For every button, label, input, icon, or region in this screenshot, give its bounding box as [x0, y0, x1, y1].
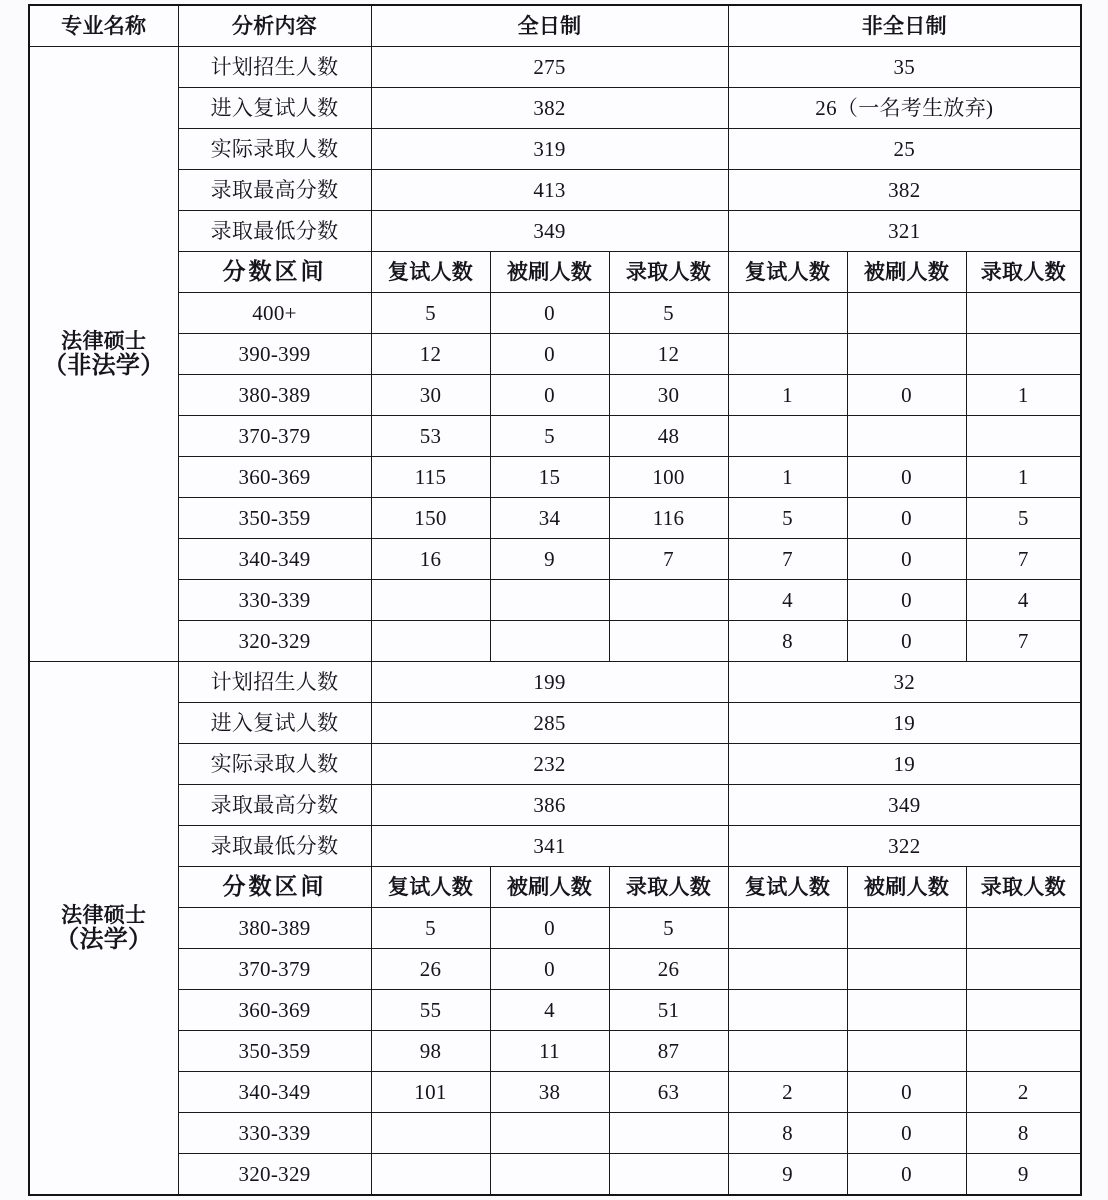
pt-rejected-count: 0 [847, 1072, 966, 1113]
score-range-row [29, 539, 1081, 580]
pt-interview-count [728, 949, 847, 990]
subheader-ft-admitted: 录取人数 [609, 867, 728, 908]
ft-admitted-count [609, 1154, 728, 1196]
ft-interview-count: 150 [371, 498, 490, 539]
summary-row [29, 88, 1081, 129]
ft-rejected-count: 0 [490, 375, 609, 416]
summary-row [29, 47, 1081, 88]
score-range-row [29, 990, 1081, 1031]
major-name-line-1: 法律硕士 [61, 328, 147, 354]
pt-admitted-count [966, 990, 1081, 1031]
pt-rejected-count [847, 908, 966, 949]
ft-rejected-count: 38 [490, 1072, 609, 1113]
summary-value-part-time: 25 [728, 129, 1081, 170]
pt-interview-count [728, 416, 847, 457]
score-range-row [29, 457, 1081, 498]
subheader-row [29, 252, 1081, 293]
subheader-ft-rejected: 被刷人数 [490, 867, 609, 908]
ft-rejected-count [490, 580, 609, 621]
summary-value-part-time: 349 [728, 785, 1081, 826]
metric-label: 计划招生人数 [178, 662, 371, 703]
ft-rejected-count [490, 1113, 609, 1154]
summary-row [29, 129, 1081, 170]
pt-interview-count: 9 [728, 1154, 847, 1196]
major-name-line-2: （非法学） [43, 350, 165, 380]
ft-interview-count [371, 621, 490, 662]
summary-row [29, 785, 1081, 826]
ft-interview-count [371, 580, 490, 621]
metric-label: 实际录取人数 [178, 129, 371, 170]
pt-admitted-count: 9 [966, 1154, 1081, 1196]
summary-value-part-time: 32 [728, 662, 1081, 703]
score-range-label: 320-329 [178, 621, 371, 662]
ft-admitted-count: 26 [609, 949, 728, 990]
ft-admitted-count [609, 1113, 728, 1154]
score-range-row [29, 1072, 1081, 1113]
summary-value-full-time: 413 [371, 170, 728, 211]
score-range-row [29, 1113, 1081, 1154]
ft-rejected-count: 0 [490, 908, 609, 949]
metric-label: 录取最高分数 [178, 785, 371, 826]
score-range-label: 330-339 [178, 580, 371, 621]
column-header-part-time: 非全日制 [728, 5, 1081, 47]
summary-value-full-time: 341 [371, 826, 728, 867]
summary-value-part-time: 35 [728, 47, 1081, 88]
summary-row [29, 662, 1081, 703]
ft-rejected-count: 0 [490, 334, 609, 375]
ft-admitted-count [609, 621, 728, 662]
ft-interview-count: 53 [371, 416, 490, 457]
ft-admitted-count [609, 580, 728, 621]
pt-interview-count [728, 293, 847, 334]
score-range-row [29, 375, 1081, 416]
ft-interview-count: 115 [371, 457, 490, 498]
score-range-label: 380-389 [178, 375, 371, 416]
metric-label: 录取最高分数 [178, 170, 371, 211]
pt-admitted-count: 1 [966, 457, 1081, 498]
summary-value-part-time: 19 [728, 703, 1081, 744]
pt-rejected-count [847, 293, 966, 334]
subheader-pt-interview: 复试人数 [728, 252, 847, 293]
ft-admitted-count: 7 [609, 539, 728, 580]
ft-interview-count: 5 [371, 293, 490, 334]
metric-label: 录取最低分数 [178, 826, 371, 867]
pt-interview-count [728, 1031, 847, 1072]
pt-admitted-count [966, 416, 1081, 457]
summary-value-part-time: 19 [728, 744, 1081, 785]
summary-value-full-time: 319 [371, 129, 728, 170]
summary-value-full-time: 349 [371, 211, 728, 252]
score-range-row [29, 416, 1081, 457]
score-range-row [29, 1031, 1081, 1072]
ft-admitted-count: 116 [609, 498, 728, 539]
pt-rejected-count [847, 416, 966, 457]
score-range-row [29, 949, 1081, 990]
pt-admitted-count [966, 293, 1081, 334]
metric-label: 录取最低分数 [178, 211, 371, 252]
subheader-score-range: 分数区间 [178, 252, 371, 293]
subheader-score-range: 分数区间 [178, 867, 371, 908]
summary-row [29, 826, 1081, 867]
ft-rejected-count: 15 [490, 457, 609, 498]
metric-label: 进入复试人数 [178, 88, 371, 129]
major-name-cell [29, 662, 178, 1196]
summary-value-part-time: 322 [728, 826, 1081, 867]
score-range-label: 340-349 [178, 1072, 371, 1113]
pt-interview-count: 5 [728, 498, 847, 539]
pt-admitted-count: 7 [966, 621, 1081, 662]
ft-interview-count: 98 [371, 1031, 490, 1072]
pt-rejected-count: 0 [847, 621, 966, 662]
ft-interview-count: 16 [371, 539, 490, 580]
score-range-label: 340-349 [178, 539, 371, 580]
pt-rejected-count: 0 [847, 1154, 966, 1196]
pt-interview-count: 2 [728, 1072, 847, 1113]
pt-rejected-count [847, 990, 966, 1031]
pt-rejected-count: 0 [847, 539, 966, 580]
summary-value-part-time: 321 [728, 211, 1081, 252]
pt-admitted-count: 5 [966, 498, 1081, 539]
subheader-ft-admitted: 录取人数 [609, 252, 728, 293]
subheader-pt-interview: 复试人数 [728, 867, 847, 908]
pt-interview-count [728, 334, 847, 375]
pt-admitted-count [966, 1031, 1081, 1072]
ft-interview-count [371, 1154, 490, 1196]
score-range-label: 370-379 [178, 416, 371, 457]
ft-rejected-count: 4 [490, 990, 609, 1031]
subheader-pt-rejected: 被刷人数 [847, 252, 966, 293]
ft-interview-count [371, 1113, 490, 1154]
pt-admitted-count [966, 334, 1081, 375]
pt-interview-count [728, 990, 847, 1031]
score-range-label: 320-329 [178, 1154, 371, 1196]
ft-interview-count: 101 [371, 1072, 490, 1113]
pt-rejected-count: 0 [847, 457, 966, 498]
pt-rejected-count: 0 [847, 375, 966, 416]
score-range-row [29, 580, 1081, 621]
ft-rejected-count: 5 [490, 416, 609, 457]
pt-interview-count [728, 908, 847, 949]
major-name-cell [29, 47, 178, 662]
score-range-row [29, 621, 1081, 662]
ft-rejected-count [490, 621, 609, 662]
pt-rejected-count: 0 [847, 1113, 966, 1154]
ft-admitted-count: 100 [609, 457, 728, 498]
score-range-label: 380-389 [178, 908, 371, 949]
metric-label: 计划招生人数 [178, 47, 371, 88]
pt-interview-count: 8 [728, 621, 847, 662]
score-range-row [29, 293, 1081, 334]
summary-value-part-time: 382 [728, 170, 1081, 211]
table-header-row [29, 5, 1081, 47]
subheader-ft-interview: 复试人数 [371, 867, 490, 908]
ft-admitted-count: 63 [609, 1072, 728, 1113]
ft-rejected-count: 0 [490, 949, 609, 990]
ft-admitted-count: 87 [609, 1031, 728, 1072]
pt-interview-count: 7 [728, 539, 847, 580]
pt-admitted-count: 8 [966, 1113, 1081, 1154]
ft-rejected-count: 11 [490, 1031, 609, 1072]
ft-rejected-count [490, 1154, 609, 1196]
summary-value-full-time: 275 [371, 47, 728, 88]
metric-label: 实际录取人数 [178, 744, 371, 785]
score-range-label: 390-399 [178, 334, 371, 375]
ft-admitted-count: 12 [609, 334, 728, 375]
score-range-label: 350-359 [178, 498, 371, 539]
summary-value-part-time: 26（一名考生放弃) [728, 88, 1081, 129]
pt-rejected-count [847, 1031, 966, 1072]
ft-admitted-count: 51 [609, 990, 728, 1031]
column-header-full-time: 全日制 [371, 5, 728, 47]
summary-value-full-time: 382 [371, 88, 728, 129]
pt-interview-count: 8 [728, 1113, 847, 1154]
score-range-label: 350-359 [178, 1031, 371, 1072]
summary-row [29, 170, 1081, 211]
summary-row [29, 211, 1081, 252]
column-header-analysis-content: 分析内容 [178, 5, 371, 47]
score-range-row [29, 908, 1081, 949]
ft-interview-count: 5 [371, 908, 490, 949]
score-range-label: 360-369 [178, 457, 371, 498]
ft-rejected-count: 9 [490, 539, 609, 580]
pt-interview-count: 4 [728, 580, 847, 621]
major-name-line-1: 法律硕士 [61, 902, 147, 928]
admissions-statistics-table [28, 4, 1082, 1196]
summary-row [29, 703, 1081, 744]
subheader-row [29, 867, 1081, 908]
score-range-row [29, 1154, 1081, 1196]
ft-admitted-count: 30 [609, 375, 728, 416]
major-name-line-2: （法学） [55, 924, 153, 954]
pt-admitted-count: 1 [966, 375, 1081, 416]
subheader-pt-admitted: 录取人数 [966, 867, 1081, 908]
pt-interview-count: 1 [728, 375, 847, 416]
ft-interview-count: 26 [371, 949, 490, 990]
summary-value-full-time: 199 [371, 662, 728, 703]
pt-rejected-count [847, 334, 966, 375]
ft-admitted-count: 5 [609, 908, 728, 949]
ft-admitted-count: 48 [609, 416, 728, 457]
subheader-pt-admitted: 录取人数 [966, 252, 1081, 293]
subheader-ft-rejected: 被刷人数 [490, 252, 609, 293]
ft-rejected-count: 34 [490, 498, 609, 539]
score-range-row [29, 498, 1081, 539]
ft-admitted-count: 5 [609, 293, 728, 334]
score-range-label: 360-369 [178, 990, 371, 1031]
score-range-label: 330-339 [178, 1113, 371, 1154]
pt-admitted-count: 7 [966, 539, 1081, 580]
summary-value-full-time: 285 [371, 703, 728, 744]
ft-interview-count: 12 [371, 334, 490, 375]
table-body [29, 5, 1081, 1195]
score-range-row [29, 334, 1081, 375]
score-range-label: 400+ [178, 293, 371, 334]
pt-rejected-count: 0 [847, 498, 966, 539]
subheader-pt-rejected: 被刷人数 [847, 867, 966, 908]
summary-value-full-time: 232 [371, 744, 728, 785]
pt-admitted-count: 4 [966, 580, 1081, 621]
column-header-major-name: 专业名称 [29, 5, 178, 47]
metric-label: 进入复试人数 [178, 703, 371, 744]
pt-rejected-count: 0 [847, 580, 966, 621]
summary-row [29, 744, 1081, 785]
ft-rejected-count: 0 [490, 293, 609, 334]
score-range-label: 370-379 [178, 949, 371, 990]
pt-admitted-count [966, 908, 1081, 949]
pt-interview-count: 1 [728, 457, 847, 498]
ft-interview-count: 55 [371, 990, 490, 1031]
pt-admitted-count: 2 [966, 1072, 1081, 1113]
pt-rejected-count [847, 949, 966, 990]
summary-value-full-time: 386 [371, 785, 728, 826]
pt-admitted-count [966, 949, 1081, 990]
ft-interview-count: 30 [371, 375, 490, 416]
subheader-ft-interview: 复试人数 [371, 252, 490, 293]
